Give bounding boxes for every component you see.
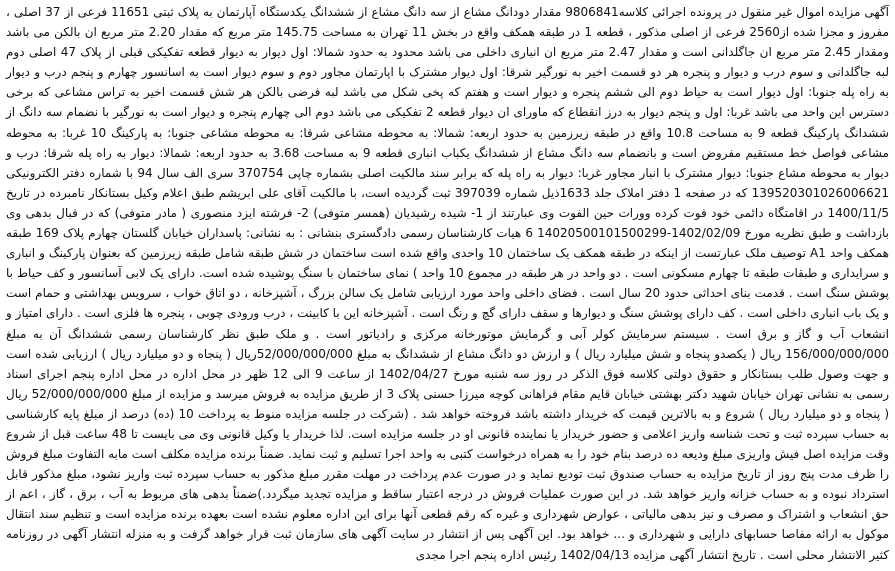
- auction-notice-text: آگهی مزایده اموال غیر منقول در پرونده اجرائی کلاسه9806841 مقدار دودانگ مشاع از سه دانگ مشاع از ششدانگ یکدستگاه آپارتمان به پلاک ثبتی 11651 فرعی از 37 اصلی ، مفروز و مجزا شده از2560 فرعی از اصلی مذکور ، قطعه 1 در طبقه همکف واقع در بخش 11 تهران به مساحت 145.75 متر مربع که مقدار 2.20 متر مربع ان بالکن می باشد ومقدار 2.45 متر مربع ان جاگلدانی است و مقدار 2.47 متر مربع ان انباری داخلی می باشد محدود به حدود شمالا: اول دیوار به دیوار قطعه تفکیکی قبلی از پلاک 47 اصلی دوم لبه جاگلدانی و سوم درب و دیوار و پنجره هر دو قسمت اخیر به نورگیر شرقا: اول دیوار مشترک با اپارتمان مجاور دوم و سوم دیوار است به اسانسور چهارم و پنجم درب و دیوار به راه پله جنوبا: اول دیوار است به حیاط دوم الی ششم پنجره و دیوار است و هفتم که پخی شکل می باشد لبه فرضی بالکن هر شش قسمت اخیر به تراس مشاعی که برخی دسترس این واحد می باشد غربا: اول و پنجم دیوار به درز انقطاع که ماورای ان دیوار قطعه 2 تفکیکی می باشد دوم الی چهارم پنجره و دیوار است به نورگیر با نضمام سه دانگ از ششدانگ پارکینگ قطعه 9 به مساحت 10.8 واقع در طبقه زیرزمین به حدود اربعه: شمالا: به محوطه مشاعی شرقا: به محوطه مشاعی جنوبا: به پارکینگ 10 غربا: به محوطه مشاعی فواصل خط مستقیم مفروض است و بانضمام سه دانگ مشاع از ششدانگ یکباب انباری قطعه 9 به مساحت 3.68 به حدود اربعه: شمالا: دیوار به راه پله شرقا: درب و دیوار به محوطه مشاع جنوبا: دیوار مشترک با انبار مجاور غربا: دیوار به راه پله که برابر سند مالکیت اصلی بشماره چاپی 370754 سری الف سال 94 با شماره دفتر الکترونیکی 139520301026006621 که در صفحه 1 دفتر املاک جلد 1633ذیل شماره 397039 ثبت گردیده است، با مالکیت آقای علی ابریشم طبق اعلام وکیل بستانکار نامبرده در تاریخ 1400/11/5 در اقامتگاه دائمی خود فوت کرده وورات حین الفوت وی عبارتند از 1- شیده رشیدیان (همسر متوفی) 2- فرشته ایزد منصوری ( مادر متوفی) که در قبال بدهی وی بازداشت و طبق نظریه مورخ 1402/02/09-14020500101500299 6 هیات کارشناسان رسمی دادگستری بنشانی : به نشانی: پاسداران خیابان گلستان چهارم پلاک 169 طبقه همکف واحد A1 توصیف ملک عبارتست از اینکه در طبقه همکف یک ساختمان 10 واحدی واقع شده است ساختمان در شش طبقه شامل طبقه زیرزمین که بعنوان پارکینگ و انباری و سرایداری و طبقات طبقه تا چهارم مسکونی است . دو واحد در هر طبقه در مجموع 10 واحد ) نمای ساختمان با سنگ پوشیده شده است. دارای یک لابی آسانسور و کف حیاط با پوشش سنگ است . قدمت بنای احداثی حدود 20 سال است . فضای داخلی واحد مورد ارزیابی شامل یک سالن بزرگ ، آشپزخانه ، دو اتاق خواب ، سرویس بهداشتی و حمام است و یک باب انباری داخلی است . کف دارای پوشش سنگ و دیوارها و سقف دارای گچ و رنگ است . آشپزخانه این با کابینت ، درب ورودی چوبی ، پنجره ها فلزی است . دارای امتیاز و انشعاب آب و گاز و برق است . سیستم سرمایش کولر آبی و گرمایش موتورخانه مرکزی و رادیاتور است . و ملک طبق نظر کارشناسان رسمی ششدانگ آن به مبلغ 156/000/000/000 ریال ( یکصدو پنجاه و شش میلیارد ریال ) و ارزش دو دانگ مشاع از ششدانگ به مبلغ 52/000/000/000ریال ( پنجاه و دو میلیارد ریال ) ارزیابی شده است و جهت وصول طلب بستانکار و حقوق دولتی کلاسه فوق الذکر در روز سه شنبه مورخ 1402/04/27 از ساعت 9 الی 12 ظهر در محل اداره در محل اداره پنجم اجرای اسناد رسمی به نشانی تهران خیابان شهید دکتر بهشتی خیابان قایم مقام فراهانی کوچه میرزا حسنی پلاک 3 از طریق مزایده به فروش میرسد و مزایده از مبلغ 52/000/000/000 ریال ( پنجاه و دو میلیارد ریال ) شروع و به بالاترین قیمت که خریدار داشته باشد فروخته خواهد شد . (شرکت در جلسه مزایده منوط به پرداخت 10 (ده) درصد از مبلغ پایه کارشناسی به حساب سپرده ثبت و تحت شناسه واریز اعلامی و حضور خریدار یا نماینده قانونی او در جلسه مزایده است. لذا خریدار یا وکیل قانونی وی می بایست تا 48 ساعت قبل از شروع وقت مزایده اصل فیش واریزی مبلغ ودیعه ده درصد بنام خود را به همراه درخواست کتبی به واحد اجرا تسلیم و ثبت نماید. ضمناً برنده مزایده مکلف است مابه التفاوت مبلغ فروش را ظرف مدت پنج روز از تاریخ مزایده به حساب صندوق ثبت تودیع نماید و در صورت عدم پرداخت در مهلت مقرر مبلغ مذکور به حساب سپرده ثبت واریز نشود، مبلغ مذکور قابل استرداد نبوده و به حساب خزانه واریز خواهد شد. در این صورت عملیات فروش در درجه اعتبار ساقط و مزایده تجدید میگردد.)ضمناً بدهی های مربوط به آب ، برق ، گاز ، اعم از حق انشعاب و اشتراک و مصرف و نیز بدهی مالیاتی ، عوارض شهرداری و غیره که رقم قطعی آنها برای این اداره معلوم نشده است بعهده برنده مزایده است و تنظیم سند انتقال موکول به ارائه مفاصا حسابهای دارایی و شهرداری و ... خواهد بود. این آگهی پس از انتشار در سایت آگهی های سازمان ثبت قرار خواهد گرفت و به منزله انتشار آگهی در روزنامه کثیر الانتشار محلی است . تاریخ انتشار آگهی مزایده 1402/04/13 رئیس اداره پنجم اجرا مجدی: [6, 5, 890, 562]
